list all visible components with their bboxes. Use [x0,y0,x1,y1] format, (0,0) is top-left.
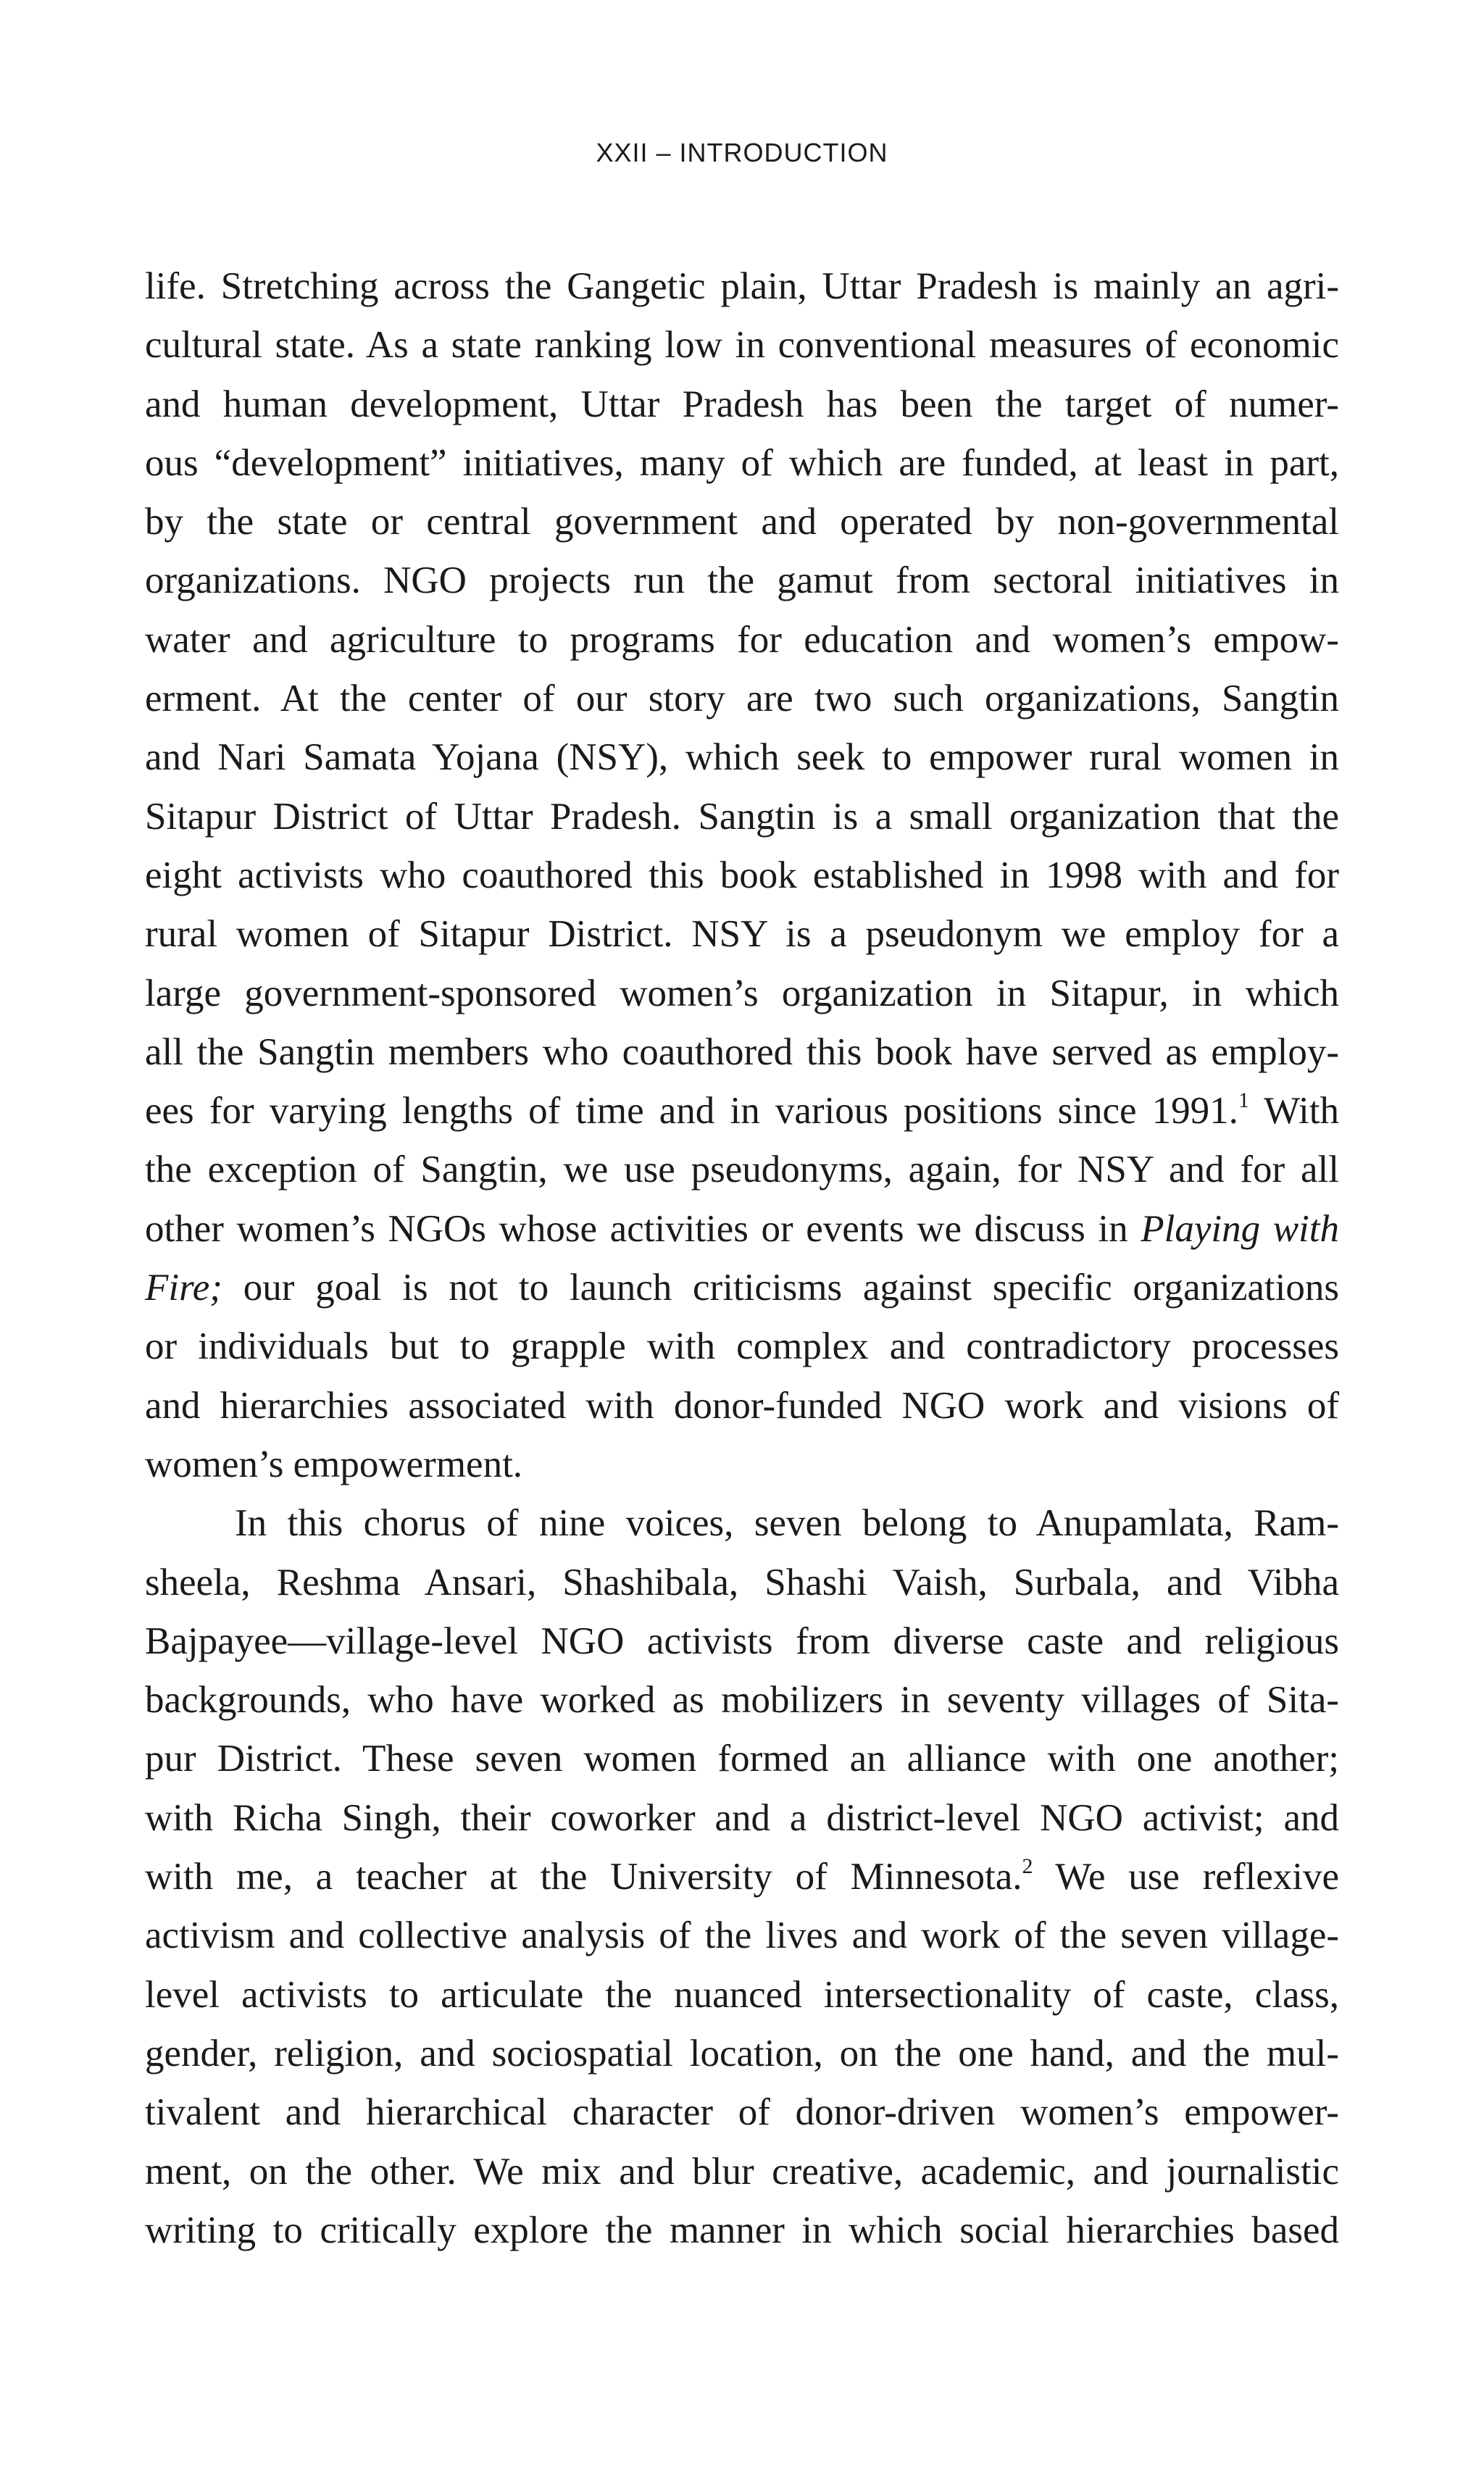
text-segment: With [1249,1090,1339,1133]
footnote-marker-2[interactable]: 2 [1022,1854,1033,1879]
book-title-italic: Fire; [145,1267,222,1309]
book-title-italic: Playing with [1141,1207,1339,1250]
text-line: by the state or central government and operated by non-governmental [145,501,1339,543]
text-line: pur District. These seven women formed an alliance with one another; [145,1738,1339,1780]
text-line: ous “development” initiatives, many of which are funded, at least in part, [145,441,1339,484]
text-line [145,1082,1339,1141]
text-line: or individuals but to grapple with complex and contradictory processes [145,1325,1339,1368]
text-segment: our goal is not to launch criticisms against specific organizations [222,1267,1339,1309]
text-line: gender, religion, and sociospatial location, on the one hand, and the mul- [145,2032,1339,2075]
text-line: and Nari Samata Yojana (NSY), which seek to empower rural women in [145,736,1339,779]
text-segment: We use reflexive [1033,1856,1339,1898]
running-head: XXII – INTRODUCTION [596,138,888,167]
paragraph-1 [145,257,1339,1494]
text-line: level activists to articulate the nuanced intersectionality of caste, class, [145,1973,1339,2016]
text-line: erment. At the center of our story are two such organizations, Sangtin [145,678,1339,720]
text-line: cultural state. As a state ranking low in conventional measures of economic [145,324,1339,367]
text-line: tivalent and hierarchical character of donor-driven women’s empower- [145,2091,1339,2134]
text-line: the exception of Sangtin, we use pseudonyms, again, for NSY and for all [145,1148,1339,1191]
text-line: Sitapur District of Uttar Pradesh. Sangtin is a small organization that the [145,795,1339,838]
footnote-marker-1[interactable]: 1 [1238,1088,1249,1113]
text-line [145,1200,1339,1259]
text-line: large government-sponsored women’s organization in Sitapur, in which [145,972,1339,1014]
text-segment: other women’s NGOs whose activities or events we discuss in [145,1207,1141,1250]
text-line: women’s empowerment. [145,1443,523,1485]
text-line: sheela, Reshma Ansari, Shashibala, Shashi Vaish, Surbala, and Vibha [145,1561,1339,1604]
text-line: water and agriculture to programs for education and women’s empow- [145,618,1339,661]
text-line: eight activists who coauthored this book established in 1998 with and for [145,854,1339,896]
text-line: with Richa Singh, their coworker and a district-level NGO activist; and [145,1796,1339,1839]
text-line: organizations. NGO projects run the gamut from sectoral initiatives in [145,559,1339,602]
text-line: Bajpayee—village-level NGO activists from diverse caste and religious [145,1619,1339,1662]
text-line: and human development, Uttar Pradesh has been the target of numer- [145,383,1339,425]
text-line [145,1848,1339,1906]
text-line: writing to critically explore the manner in which social hierarchies based [145,2209,1339,2251]
text-line [145,1259,1339,1317]
text-segment: with me, a teacher at the University of Minnesota. [145,1856,1022,1898]
text-line: all the Sangtin members who coauthored this book have served as employ- [145,1030,1339,1073]
text-line: rural women of Sitapur District. NSY is a pseudonym we employ for a [145,913,1339,956]
text-line: life. Stretching across the Gangetic plain, Uttar Pradesh is mainly an agri- [145,265,1339,307]
text-line: ment, on the other. We mix and blur creative, academic, and journalistic [145,2150,1339,2193]
text-segment: ees for varying lengths of time and in various positions since 1991. [145,1090,1238,1133]
body-text [145,257,1339,2260]
text-line: and hierarchies associated with donor-funded NGO work and visions of [145,1384,1339,1427]
text-line: backgrounds, who have worked as mobilizers in seventy villages of Sita- [145,1679,1339,1722]
text-line: activism and collective analysis of the lives and work of the seven village- [145,1914,1339,1957]
text-line: In this chorus of nine voices, seven belong to Anupamlata, Ram- [235,1502,1339,1545]
paragraph-2 [145,1494,1339,2260]
